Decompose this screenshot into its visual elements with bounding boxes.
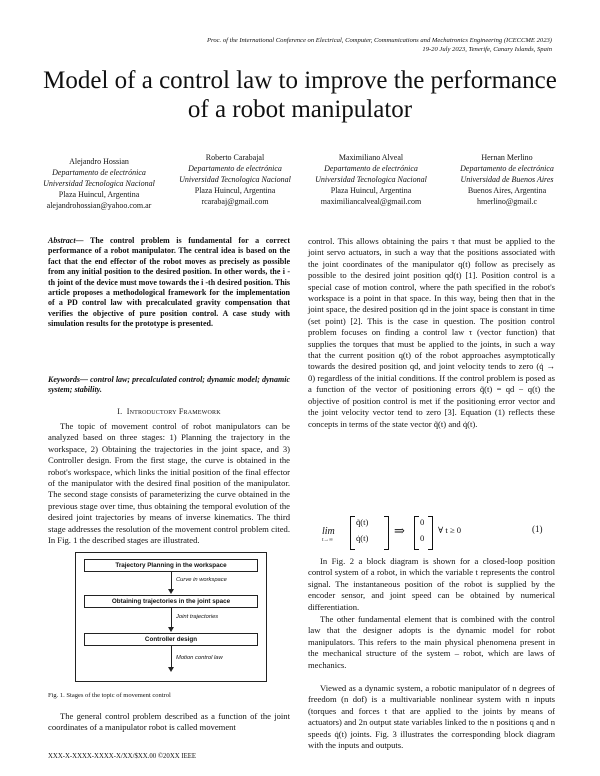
dynamic-system-paragraph: Viewed as a dynamic system, a robotic manipulator of n degrees of freedom (n dof) is a multivariable nonlinear system with n inputs (torques and forces t that are applied to the joints by means of actuators) and 2n output state variables linked to the n positions q and n speeds q̇(t) joints. Fig. 3 illustrates the corresponding block diagram with the inputs and outputs. [308,683,555,751]
author-name: Roberto Carabajal [205,153,265,162]
blockdiagram-paragraph: In Fig. 2 a block diagram is shown for a closed-loop position control system of a robot, in which the variable t represents the control signal. The instantaneous position of the robot is supplied by the encoder sensor, and joint speed can be obtained by numerical differentiation. [308,556,555,612]
author-name: Hernan Merlino [481,153,533,162]
flow-arrow-1 [171,571,172,591]
intro-paragraph-1: The topic of movement control of robot manipulators can be analyzed based on three stages: 1) Planning the trajectory in the workspace, 2) Obtaining the trajectories in the joint space, and 3) Controller design. From the first stage, the curve is obtained in the robot's workspace, which links the initial position of the final effector of the manipulator with the desired final position of the manipulator. The second stage consists of parameterizing the curve obtained in the previous stage over time, thus obtaining the temporal evolution of the desired joint trajectories by means of inverse kinematics. The third stage addresses the resolution of the movement control problem cited. In Fig. 1 the described stages are illustrated. [48,421,290,546]
stage-3-box: Controller design [84,633,258,646]
author-email: maximiliancalveal@gmail.com [320,197,422,206]
author-2 [170,152,300,211]
author-email: rcarabaj@gmail.com [201,197,269,206]
arrowhead-2 [168,627,174,632]
right-bracket [384,516,389,550]
author-department: Departamento de electrónica [324,164,418,173]
equation-condition: ∀ t ≥ 0 [438,525,462,535]
author-university: Universidad Tecnologica Nacional [315,175,427,184]
intro-paragraph-2: The general control problem described as a function of the joint coordinates of a manipulator robot is called movement [48,711,290,733]
flow-label-1: Curve in workspace [176,577,227,583]
author-4 [442,152,572,211]
author-location: Plaza Huincul, Argentina [194,186,276,195]
abstract [48,236,290,330]
conference-header [207,36,552,54]
zero-left-bracket [414,516,419,550]
author-university: Universidad de Buenos Aires [460,175,554,184]
author-university: Universidad Tecnologica Nacional [179,175,291,184]
header-line-1: Proc. of the International Conference on Electrical, Computer, Communications and Mechatronics Engineering (ICECCME 2023) [206,37,552,44]
author-name: Alejandro Hossian [69,157,129,166]
author-location: Plaza Huincul, Argentina [330,186,412,195]
keywords: Keywords— control law; precalculated control; dynamic model; dynamic system; stability. [48,375,290,395]
arrowhead-3 [168,667,174,672]
left-bracket [350,516,355,550]
author-3 [306,152,436,211]
figure-1-diagram [75,552,267,682]
header-line-2: 19-20 July 2023, Tenerife, Canary Islands, Spain [422,46,552,53]
equation-top-entry: q̃(t) [356,517,369,527]
implies-symbol: ⇒ [394,523,405,538]
flow-arrow-3 [171,645,172,669]
stage-2-box: Obtaining trajectories in the joint space [84,595,258,608]
paper-title: Model of a control law to improve the performance of a robot manipulator [43,67,557,123]
equation-bottom-entry: q̇(t) [356,533,369,543]
control-paragraph: control. This allows obtaining the pairs τ that must be applied to the joint servo actuators, in such a way that the positions associated with the joint coordinates of the manipulator q(t) follow as precisely as possible to the desired joint position qd(t) [1]. Position control is a special case of motion control, where the path specified in the robot's workspace is a point in that space. In this way, being then that in the joint space, the desired position qd in the joint space is constant in time (set point) [2]. This is the case in question. The position control problem focuses on finding a control law τ (vector function) that supplies the torques that must be applied to the joints, in such a way that the current position q(t) of the robot approaches asymptotically towards the desired position qd, and joint velocity tends to zero (q̇ → 0) regardless of the initial conditions. If the control problem is posed as a function of the vector of positioning errors q̃(t) = qd − q(t) the objective of position control is met if the positioning error vector and the joint velocity vector tend to zero [3]. Equation (1) reflects these concepts in terms of the state vector q̃(t) and q̇(t). [308,236,555,429]
equation-lim: lim [322,526,335,537]
abstract-text: The control problem is fundamental for a correct performance of a robot manipulator. The central idea is based on the fact that the end effector of the robot moves as precisely as possible from any initial position to the desired position. In other words, the i -th joint of the device must move towards the i -th desired position. This article proposes a methodological framework for the implementation of a PD control law with precalculated gravity compensation that verifies the objective of pure position control. A case study with simulation results for the prototype is presented. [48,236,290,329]
section-heading [48,407,290,416]
author-name: Maximiliano Alveal [338,153,404,162]
figure-1-caption: Fig. 1. Stages of the topic of movement control [48,692,171,699]
author-department: Departamento de electrónica [188,164,282,173]
zero-right-bracket [428,516,433,550]
author-department: Departamento de electrónica [460,164,554,173]
zero-top: 0 [420,517,425,527]
flow-label-3: Motion control law [176,655,223,661]
arrowhead-1 [168,589,174,594]
author-1 [34,156,164,211]
flow-label-2: Joint trajectories [176,614,219,620]
equation-lim-sub: t→∞ [322,537,333,543]
author-email: alejandrohossian@yahoo.com.ar [46,201,152,210]
zero-bottom: 0 [420,533,425,543]
section-title: Introductory Framework [126,407,221,416]
flow-arrow-2 [171,607,172,629]
author-email: hmerlino@gmail.c [476,197,538,206]
dynamic-model-paragraph: The other fundamental element that is combined with the control law that the designer adopts is the dynamic model for robot manipulators. This refers to the main physical phenomena present in the mechanical structure of the system – robot, which are laws of mechanics. [308,614,555,670]
stage-1-box: Trajectory Planning in the workspace [84,559,258,572]
author-block [34,152,572,211]
author-department: Departamento de electrónica [52,168,146,177]
section-number: I. [117,407,123,416]
copyright-footer: XXX-X-XXXX-XXXX-X/XX/$XX.00 ©20XX IEEE [48,753,197,760]
equation-number: (1) [532,524,543,534]
equation-1 [322,512,552,552]
author-location: Plaza Huincul, Argentina [58,190,140,199]
author-university: Universidad Tecnologica Nacional [43,179,155,188]
author-location: Buenos Aires, Argentina [467,186,547,195]
abstract-lead: Abstract— [48,236,84,245]
